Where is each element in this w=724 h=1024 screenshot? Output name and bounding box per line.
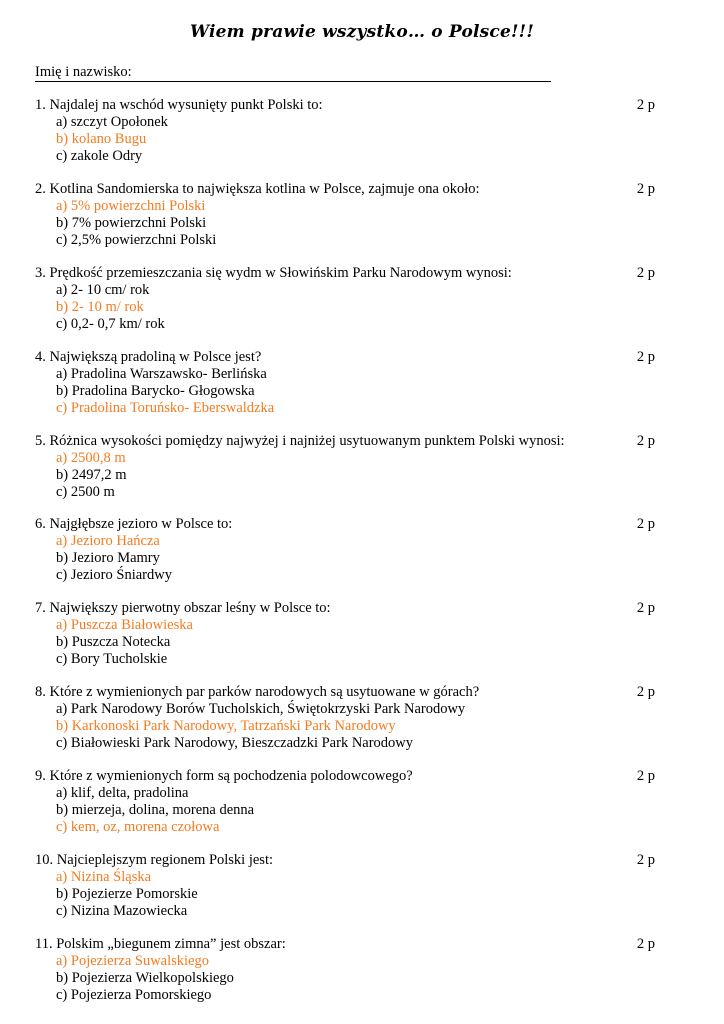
page-title: Wiem prawie wszystko… o Polsce!!! <box>190 22 534 42</box>
question-points: 2 p <box>636 684 655 701</box>
question-7 <box>35 600 660 684</box>
question-2 <box>35 181 660 265</box>
answer-option: b) Pojezierze Pomorskie <box>56 886 198 903</box>
question-6 <box>35 516 660 600</box>
question-text: 8. Które z wymienionych par parków narodowych są usytuowane w górach? <box>35 684 480 701</box>
question-10 <box>35 852 660 936</box>
answer-option: a) Pradolina Warszawsko- Berlińska <box>56 365 267 382</box>
question-11 <box>35 936 660 1020</box>
question-text: 5. Różnica wysokości pomiędzy najwyżej i najniżej usytuowanym punktem Polski wynosi: <box>35 432 565 449</box>
answer-option: c) 2500 m <box>56 483 115 500</box>
answer-option-correct: a) Puszcza Białowieska <box>56 617 193 634</box>
question-text: 9. Które z wymienionych form są pochodzenia polodowcowego? <box>35 768 413 785</box>
answer-option: a) Park Narodowy Borów Tucholskich, Świętokrzyski Park Narodowy <box>56 701 466 718</box>
question-9 <box>35 768 660 852</box>
question-text: 1. Najdalej na wschód wysunięty punkt Polski to: <box>35 97 323 113</box>
answer-option: b) Jezioro Mamry <box>56 550 160 567</box>
question-row <box>35 684 660 701</box>
answer-option: b) 2497,2 m <box>56 466 127 483</box>
question-points: 2 p <box>636 264 655 281</box>
answer-option: c) zakole Odry <box>56 148 143 164</box>
answer-option: a) klif, delta, pradolina <box>56 785 189 802</box>
answer-option-correct: a) Nizina Śląska <box>56 869 152 886</box>
question-points: 2 p <box>636 852 655 869</box>
answer-option: a) 2- 10 cm/ rok <box>56 281 150 298</box>
answer-option: b) Puszcza Notecka <box>56 634 171 651</box>
question-points: 2 p <box>636 97 655 113</box>
answer-option-correct: b) Karkonoski Park Narodowy, Tatrzański Park Narodowy <box>56 718 396 735</box>
answer-option: c) Jezioro Śniardwy <box>56 567 172 584</box>
answer-option: b) 7% powierzchni Polski <box>56 214 207 231</box>
answer-option: a) szczyt Opołonek <box>56 114 168 130</box>
question-row <box>35 516 660 533</box>
answer-option-correct: c) kem, oz, morena czołowa <box>56 819 220 836</box>
question-row <box>35 349 660 366</box>
name-label: Imię i nazwisko: <box>35 64 132 80</box>
question-points: 2 p <box>636 516 655 533</box>
question-list <box>35 97 660 1020</box>
answer-option-correct: a) Pojezierza Suwalskiego <box>56 952 210 969</box>
question-text: 6. Najgłębsze jezioro w Polsce to: <box>35 516 233 533</box>
question-row <box>35 768 660 785</box>
question-text: 7. Największy pierwotny obszar leśny w Polsce to: <box>35 600 331 617</box>
question-4 <box>35 349 660 433</box>
answer-option: c) 2,5% powierzchni Polski <box>56 231 217 248</box>
answer-option: c) Bory Tucholskie <box>56 651 168 668</box>
question-row <box>35 97 660 114</box>
question-8 <box>35 684 660 768</box>
question-points: 2 p <box>636 348 655 365</box>
question-row <box>35 852 660 869</box>
question-text: 11. Polskim „biegunem zimna” jest obszar: <box>35 935 286 952</box>
question-5 <box>35 433 660 517</box>
answer-option-correct: a) 5% powierzchni Polski <box>56 197 206 214</box>
question-points: 2 p <box>636 432 655 449</box>
question-row <box>35 600 660 617</box>
question-text: 2. Kotlina Sandomierska to największa kotlina w Polsce, zajmuje ona około: <box>35 180 480 197</box>
question-points: 2 p <box>636 600 655 617</box>
answer-option: b) Pradolina Barycko- Głogowska <box>56 382 255 399</box>
answer-option: c) Nizina Mazowiecka <box>56 903 188 920</box>
answer-option: c) Pojezierza Pomorskiego <box>56 986 212 1003</box>
answer-option: c) 0,2- 0,7 km/ rok <box>56 315 165 332</box>
question-row <box>35 936 660 953</box>
question-text: 3. Prędkość przemieszczania się wydm w Słowińskim Parku Narodowym wynosi: <box>35 264 512 281</box>
question-text: 10. Najcieplejszym regionem Polski jest: <box>35 852 273 869</box>
question-text: 4. Największą pradoliną w Polsce jest? <box>35 348 262 365</box>
name-field <box>35 64 551 82</box>
answer-option-correct: a) 2500,8 m <box>56 449 126 466</box>
question-row <box>35 265 660 282</box>
answer-option: c) Białowieski Park Narodowy, Bieszczadzki Park Narodowy <box>56 735 414 752</box>
question-points: 2 p <box>636 768 655 785</box>
question-points: 2 p <box>636 935 655 952</box>
question-3 <box>35 265 660 349</box>
answer-option-correct: c) Pradolina Toruńsko- Eberswaldzka <box>56 399 275 416</box>
answer-option-correct: b) kolano Bugu <box>56 131 147 147</box>
question-row <box>35 433 660 450</box>
answer-option-correct: b) 2- 10 m/ rok <box>56 298 144 315</box>
answer-option: b) Pojezierza Wielkopolskiego <box>56 969 234 986</box>
question-row <box>35 181 660 198</box>
answer-option-correct: a) Jezioro Hańcza <box>56 533 160 550</box>
question-1 <box>35 97 660 181</box>
answer-option: b) mierzeja, dolina, morena denna <box>56 802 255 819</box>
question-points: 2 p <box>636 180 655 197</box>
